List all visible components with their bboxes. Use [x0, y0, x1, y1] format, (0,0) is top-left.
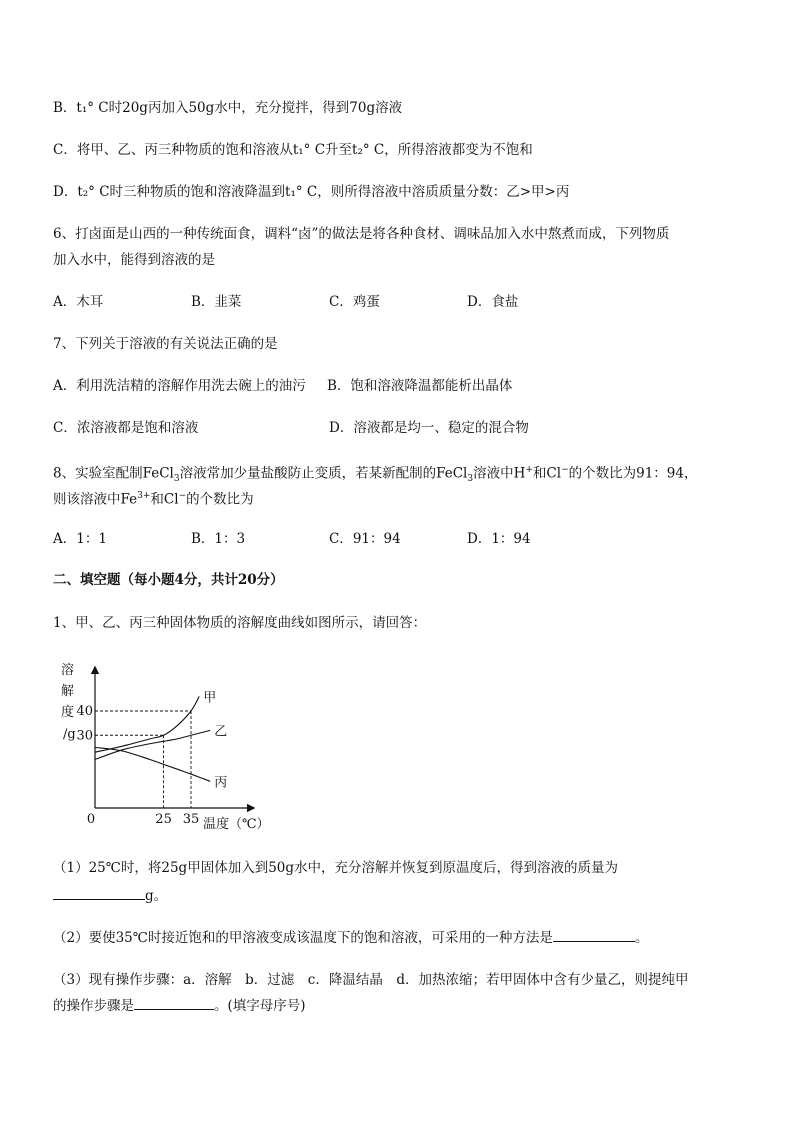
x-axis-title: 温度（℃）: [203, 817, 270, 832]
section-title: 二、填空题（每小题4分，共计20分）: [53, 572, 284, 588]
series-line-2: [95, 747, 210, 781]
y-axis-title-char: 度: [61, 705, 75, 720]
q8-superscript: −: [178, 491, 187, 501]
q8-stem-part: 的个数比为91：94，: [568, 465, 698, 482]
y-axis-title-char: 溶: [61, 663, 75, 678]
answer-blank[interactable]: [134, 997, 214, 1010]
answer-blank[interactable]: [553, 929, 635, 942]
q8-stem-line1: [53, 460, 697, 489]
fill1-stem: 1、甲、乙、丙三种固体物质的溶解度曲线如图所示，请回答：: [53, 615, 427, 631]
y-axis-title-char: 解: [61, 684, 75, 699]
fill1-q2: [53, 928, 648, 948]
fill1-q2-text: （2）要使35℃时接近饱和的甲溶液变成该温度下的饱和溶液，可采用的一种方法是: [53, 930, 553, 946]
series-label: 乙: [214, 724, 228, 740]
q8-stem-part: 则该溶液中Fe: [53, 491, 138, 508]
q8-stem-part: 和Cl: [150, 491, 179, 508]
q6-option-d: D．食盐: [467, 294, 519, 310]
series-label: 丙: [214, 775, 228, 791]
x-tick-label: 25: [155, 812, 172, 827]
q7-stem: 7、下列关于溶液的有关说法正确的是: [53, 336, 278, 352]
solubility-chart: [53, 658, 283, 838]
q8-subscript: 3: [173, 474, 180, 485]
q8-stem-line2: [53, 486, 254, 510]
q8-option-b: B．1：3: [191, 531, 246, 547]
q6-stem-line2: 加入水中，能得到溶液的是: [53, 252, 215, 268]
fill1-q3-text: 的操作步骤是: [53, 998, 134, 1014]
q7-option-b: B．饱和溶液降温都能析出晶体: [327, 378, 513, 394]
q8-option-d: D．1：94: [467, 531, 531, 547]
q8-superscript: +: [525, 465, 533, 475]
q8-stem-part: 溶液中H: [473, 465, 526, 482]
q8-superscript: −: [561, 465, 569, 475]
series-label: 甲: [203, 690, 217, 706]
q8-option-c: C．91：94: [329, 531, 401, 547]
fill1-q1-unit: g。: [145, 888, 168, 904]
fill1-q3-line2: [53, 996, 306, 1016]
fill1-q1-line1: （1）25℃时，将25g甲固体加入到50g水中，充分溶解并恢复到原温度后，得到溶液的质量为: [53, 860, 619, 876]
q8-stem-part: 和Cl: [532, 465, 562, 482]
fill1-q2-end: 。: [634, 930, 649, 946]
answer-blank[interactable]: [53, 887, 145, 900]
x-tick-label: 35: [182, 812, 200, 827]
origin-label: 0: [86, 812, 96, 827]
q5-option-b: B．t₁° C时20g丙加入50g水中，充分搅拌，得到70g溶液: [53, 100, 403, 116]
series-line-1: [95, 730, 210, 759]
q6-option-b: B．韭菜: [191, 294, 242, 310]
fill1-q3-end: 。(填字母序号): [214, 998, 306, 1014]
q8-stem-part: 8、实验室配制FeCl: [53, 465, 174, 482]
q5-option-c: C．将甲、乙、丙三种物质的饱和溶液从t₁° C升至t₂° C，所得溶液都变为不饱和: [53, 142, 533, 158]
q5-option-d: D．t₂° C时三种物质的饱和溶液降温到t₁° C，则所得溶液中溶质质量分数：乙>甲>丙: [53, 184, 570, 200]
q7-option-a: A．利用洗洁精的溶解作用洗去碗上的油污: [53, 378, 306, 394]
fill1-q1-line2: [53, 886, 167, 906]
fill1-q3-line1: （3）现有操作步骤：a．溶解 b．过滤 c．降温结晶 d．加热浓缩；若甲固体中含有少量乙，则提纯甲: [53, 972, 689, 988]
y-tick-label: 40: [76, 704, 93, 719]
q6-stem-line1: 6、打卤面是山西的一种传统面食，调料“卤”的做法是将各种食材、调味品加入水中熬煮而成，下列物质: [53, 226, 670, 242]
q8-superscript: 3+: [137, 491, 151, 501]
q8-stem-part: 溶液常加少量盐酸防止变质，若某新配制的FeCl: [179, 465, 468, 482]
q8-subscript: 3: [467, 474, 474, 485]
q6-option-c: C．鸡蛋: [329, 294, 380, 310]
y-axis-unit: /g: [63, 727, 76, 742]
q7-option-d: D．溶液都是均一、稳定的混合物: [329, 420, 529, 436]
q8-stem-part: 的个数比为: [186, 491, 254, 508]
q6-option-a: A．木耳: [53, 294, 104, 310]
q7-option-c: C．浓溶液都是饱和溶液: [53, 420, 199, 436]
y-tick-label: 30: [76, 728, 93, 744]
q8-option-a: A．1：1: [53, 531, 107, 547]
